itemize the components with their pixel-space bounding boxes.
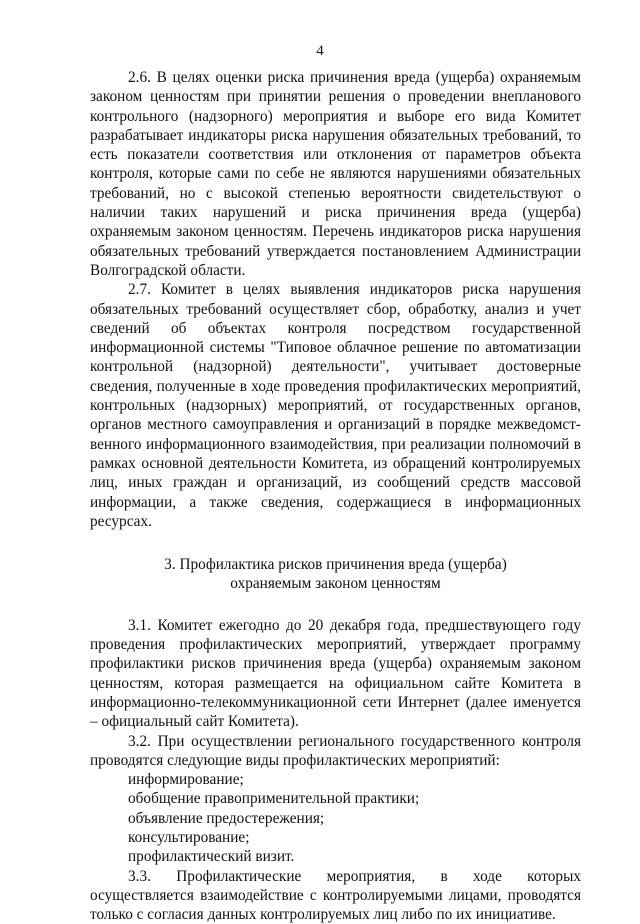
section-3-heading-line-2: охраняемым законом ценностям bbox=[230, 575, 441, 593]
list-item: консультирование; bbox=[128, 828, 250, 846]
section-3-heading bbox=[90, 555, 581, 594]
list-item: объявление предостережения; bbox=[128, 809, 325, 827]
list-item: профилактический визит. bbox=[128, 848, 295, 866]
list-item: информирование; bbox=[128, 771, 244, 789]
paragraph-3-2: 3.2. При осуществлении регионального государственного контроля проводятся следующие виды профилактических мероприятий: bbox=[90, 732, 581, 769]
document-body bbox=[90, 68, 581, 924]
page-number: 4 bbox=[316, 43, 324, 59]
prevention-measures-list bbox=[90, 770, 581, 866]
paragraph-2-7: 2.7. Комитет в целях выявления индикаторов риска нарушения обязательных требований осуществляет сбор, обработку, анализ и учет сведений об объектах контроля посредством государственной информационной системы "Типовое облачное решение по автоматизации контрольной (надзорной) деятельности", учитывает достоверные сведения, полученные в ходе проведения профилактических мероприятий, контрольных (надзорных) мероприятий, от государственных органов, органов местного самоуправления и организаций в порядке межведомст-венного информационного взаимодействия, при реализации полномочий в рамках основной деятельности Комитета, из обращений контролируемых лиц, иных граждан и организаций, из сообщений средств массовой информации, а также сведения, содержащиеся в информационных ресурсах. bbox=[90, 281, 581, 530]
section-3-heading-line-1: 3. Профилактика рисков причинения вреда (ущерба) bbox=[164, 556, 507, 574]
list-item: обобщение правоприменительной практики; bbox=[128, 790, 420, 808]
paragraph-3-1: 3.1. Комитет ежегодно до 20 декабря года, предшествующего году проведения профилактических мероприятий, утверждает программу профилактики рисков причинения вреда (ущерба) охраняемым законом ценностям, которая размещается на официальном сайте Комитета в информационно-телекоммуникационной сети Интернет (далее именуется – официальный сайт Комитета). bbox=[90, 616, 581, 731]
paragraph-3-3: 3.3. Профилактические мероприятия, в ходе которых осуществляется взаимодействие с контролируемыми лицами, проводятся только с согласия данных контролируемых лиц либо по их инициативе. bbox=[90, 867, 581, 924]
paragraph-2-6: 2.6. В целях оценки риска причинения вреда (ущерба) охраняемым законом ценностям при принятии решения о проведении внепланового контрольного (надзорного) мероприятия и выборе его вида Комитет разрабатывает индикаторы риска нарушения обязательных требований, то есть показатели соответствия или отклонения от параметров объекта контроля, которые сами по себе не являются нарушениями обязательных требований, но с высокой степенью вероятности свидетельствуют о наличии таких нарушений и риска причинения вреда (ущерба) охраняемым законом ценностям. Перечень индикаторов риска нарушения обязательных требований утверждается постановлением Администрации Волгоградской области. bbox=[90, 69, 581, 279]
